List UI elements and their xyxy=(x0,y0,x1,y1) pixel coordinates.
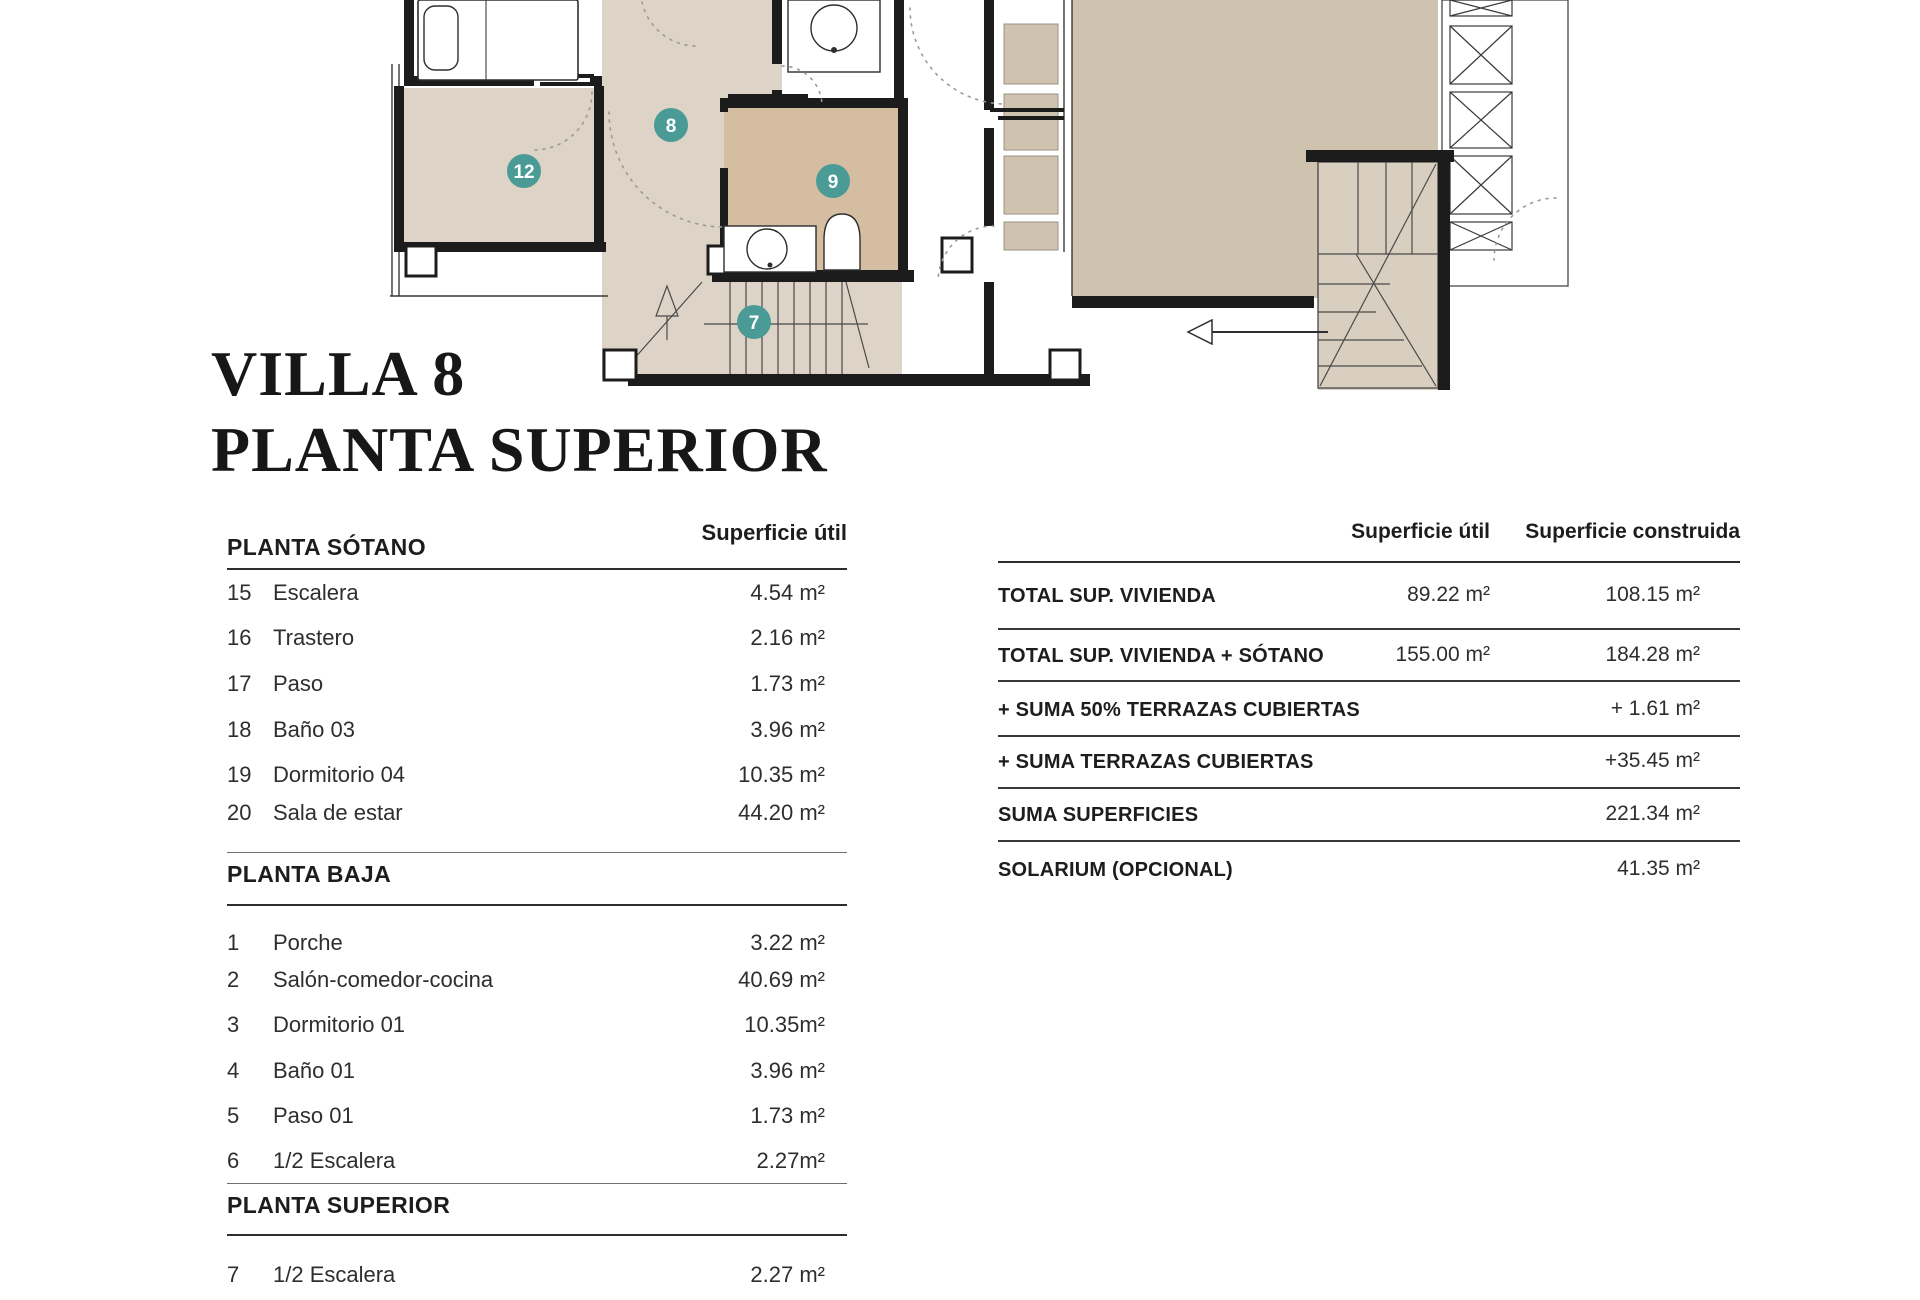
room-area: 1.73 m² xyxy=(750,671,825,696)
summary-row xyxy=(998,859,1740,889)
room-area: 3.96 m² xyxy=(750,1058,825,1083)
svg-text:12: 12 xyxy=(513,162,535,183)
room-area: 3.22 m² xyxy=(750,930,825,955)
room-area: 2.27m² xyxy=(756,1148,825,1173)
title-line-1: VILLA 8 xyxy=(211,338,466,409)
stair-direction-arrow xyxy=(1188,320,1328,344)
section-header-planta-sotano: PLANTA SÓTANO xyxy=(227,534,426,560)
divider xyxy=(998,628,1740,630)
summary-row xyxy=(998,751,1740,781)
divider xyxy=(998,561,1740,563)
divider xyxy=(227,1183,847,1184)
svg-text:7: 7 xyxy=(748,313,760,334)
divider xyxy=(998,680,1740,682)
summary-construida-value: 41.35 m² xyxy=(1617,857,1700,880)
svg-text:9: 9 xyxy=(827,172,839,193)
summary-table xyxy=(998,520,1740,940)
divider xyxy=(227,1234,847,1236)
room-name: Trastero xyxy=(273,625,355,650)
washbasin-bathroom xyxy=(724,226,816,272)
summary-row xyxy=(998,645,1740,675)
divider xyxy=(998,840,1740,842)
room-number: 2 xyxy=(227,967,240,992)
summary-construida-value: 108.15 m² xyxy=(1605,583,1700,606)
summary-construida-value: 184.28 m² xyxy=(1605,643,1700,666)
room-number: 19 xyxy=(227,762,252,787)
room-row xyxy=(227,671,847,697)
room-area: 2.16 m² xyxy=(750,625,825,650)
room-name: Dormitorio 01 xyxy=(273,1012,406,1037)
room-row xyxy=(227,717,847,743)
room-name: 1/2 Escalera xyxy=(273,1262,396,1287)
summary-row xyxy=(998,585,1740,615)
summary-util-value: 89.22 m² xyxy=(1407,583,1490,606)
room-name: Paso 01 xyxy=(273,1103,354,1128)
room-number: 4 xyxy=(227,1058,240,1083)
room-area: 1.73 m² xyxy=(750,1103,825,1128)
svg-text:8: 8 xyxy=(665,116,677,137)
bed xyxy=(418,0,578,80)
summary-label: SUMA SUPERFICIES xyxy=(998,804,1199,826)
divider xyxy=(998,735,1740,737)
room-name: Escalera xyxy=(273,580,359,605)
room-marker-7 xyxy=(737,305,771,339)
room-number: 15 xyxy=(227,580,252,605)
summary-construida-value: 221.34 m² xyxy=(1605,802,1700,825)
room-area: 40.69 m² xyxy=(738,967,825,992)
column-header-superficie-construida: Superficie construida xyxy=(1525,520,1740,543)
room-number: 20 xyxy=(227,800,252,825)
room-row xyxy=(227,800,847,826)
room-row xyxy=(227,580,847,606)
room-row xyxy=(227,625,847,651)
washbasin-top xyxy=(788,0,880,72)
divider xyxy=(227,904,847,906)
summary-label: + SUMA 50% TERRAZAS CUBIERTAS xyxy=(998,699,1360,721)
room-marker-12 xyxy=(507,154,541,188)
room-number: 17 xyxy=(227,671,252,696)
room-row xyxy=(227,1262,847,1288)
room-row xyxy=(227,967,847,993)
toilet xyxy=(824,214,860,270)
room-number: 7 xyxy=(227,1262,240,1287)
room-name: Porche xyxy=(273,930,343,955)
column-header-superficie-util: Superficie útil xyxy=(1351,520,1490,543)
room-area: 10.35 m² xyxy=(738,762,825,787)
room-number: 6 xyxy=(227,1148,240,1173)
divider xyxy=(998,787,1740,789)
room-name: Baño 03 xyxy=(273,717,355,742)
summary-row xyxy=(998,804,1740,834)
column-header-superficie-util: Superficie útil xyxy=(701,520,847,545)
room-name: Salón-comedor-cocina xyxy=(273,967,494,992)
room-number: 18 xyxy=(227,717,252,742)
room-number: 16 xyxy=(227,625,252,650)
room-name: Paso xyxy=(273,671,324,696)
divider xyxy=(227,852,847,853)
page-title xyxy=(211,336,828,487)
pergola-hatch xyxy=(1442,0,1568,286)
room-name: Baño 01 xyxy=(273,1058,355,1083)
room-row xyxy=(227,762,847,788)
room-row xyxy=(227,930,847,956)
room-area: 4.54 m² xyxy=(750,580,825,605)
room-row xyxy=(227,1148,847,1174)
room-name: Dormitorio 04 xyxy=(273,762,406,787)
room-name: Sala de estar xyxy=(273,800,403,825)
divider xyxy=(227,568,847,570)
room-area: 2.27 m² xyxy=(750,1262,825,1287)
room-area: 44.20 m² xyxy=(738,800,825,825)
room-area: 10.35m² xyxy=(744,1012,825,1037)
summary-label: SOLARIUM (OPCIONAL) xyxy=(998,859,1233,881)
summary-label: TOTAL SUP. VIVIENDA + SÓTANO xyxy=(998,645,1324,667)
title-line-2: PLANTA SUPERIOR xyxy=(211,413,828,485)
room-number: 3 xyxy=(227,1012,240,1037)
summary-label: + SUMA TERRAZAS CUBIERTAS xyxy=(998,751,1314,773)
room-marker-8 xyxy=(654,108,688,142)
section-header-planta-superior: PLANTA SUPERIOR xyxy=(227,1192,451,1218)
room-marker-9 xyxy=(816,164,850,198)
room-number: 1 xyxy=(227,930,240,955)
summary-row xyxy=(998,699,1740,729)
summary-construida-value: +35.45 m² xyxy=(1604,749,1700,772)
room-row xyxy=(227,1103,847,1129)
room-name: 1/2 Escalera xyxy=(273,1148,396,1173)
summary-util-value: 155.00 m² xyxy=(1395,643,1490,666)
room-row xyxy=(227,1058,847,1084)
summary-label: TOTAL SUP. VIVIENDA xyxy=(998,585,1216,607)
rooms-table xyxy=(227,520,847,1300)
section-header-planta-baja: PLANTA BAJA xyxy=(227,861,392,887)
room-row xyxy=(227,1012,847,1038)
room-number: 5 xyxy=(227,1103,240,1128)
room-area: 3.96 m² xyxy=(750,717,825,742)
summary-construida-value: + 1.61 m² xyxy=(1610,697,1700,720)
